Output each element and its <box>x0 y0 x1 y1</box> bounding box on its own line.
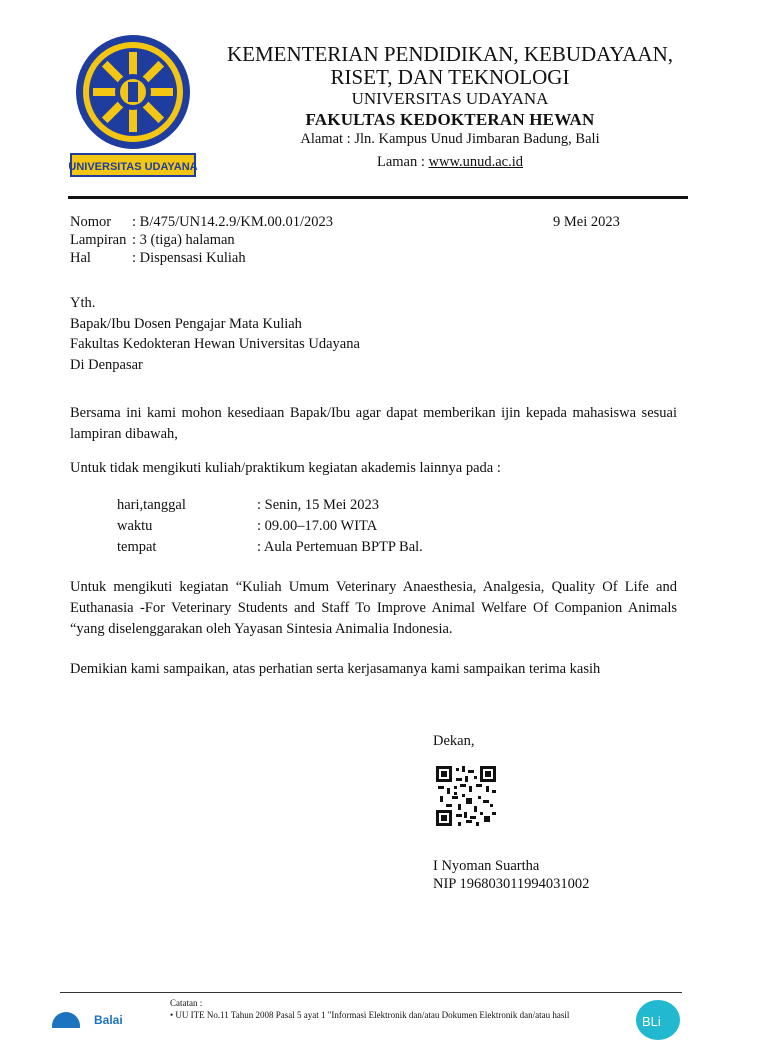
detail-value: : 09.00–17.00 WITA <box>257 518 378 534</box>
body-paragraph-1: Bersama ini kami mohon kesediaan Bapak/Ibu agar dapat memberikan ijin kepada mahasiswa sesuai lampiran dibawah, <box>70 405 677 442</box>
hal-value: : Dispensasi Kuliah <box>132 250 246 266</box>
logo-text: UNIVERSITAS UDAYANA <box>68 161 198 173</box>
nomor-row <box>70 213 333 231</box>
recipient-line1: Bapak/Ibu Dosen Pengajar Mata Kuliah <box>70 316 302 332</box>
detail-label: tempat <box>117 539 157 555</box>
hal-label: Hal <box>70 250 91 266</box>
bsre-logo <box>50 1004 170 1028</box>
nomor-value: : B/475/UN14.2.9/KM.00.01/2023 <box>132 214 333 230</box>
nomor-label: Nomor <box>70 214 112 230</box>
detail-label: hari,tanggal <box>117 497 186 513</box>
signature-title: Dekan, <box>433 733 475 749</box>
lampiran-value: : 3 (tiga) halaman <box>132 232 235 248</box>
hal-row <box>70 249 246 267</box>
body-paragraph-3: Untuk mengikuti kegiatan “Kuliah Umum Veterinary Anaesthesia, Analgesia, Quality Of Life and Euthanasia -For Veterinary Students and Staff To Improve Animal Welfare Of Companion Animals “yang diselenggarakan oleh Yayasan Sintesia Animalia Indonesia. <box>70 579 677 637</box>
letterhead-divider <box>68 196 688 199</box>
detail-row <box>117 538 423 556</box>
detail-value: : Aula Pertemuan BPTP Bal. <box>257 539 423 555</box>
footer-note: • UU ITE No.11 Tahun 2008 Pasal 5 ayat 1 "Informasi Elektronik dan/atau Dokumen Elektronik dan/atau hasil <box>170 1010 570 1020</box>
footer-divider <box>60 992 682 993</box>
letterhead-university: UNIVERSITAS UDAYANA <box>351 89 549 108</box>
letter-date: 9 Mei 2023 <box>553 214 620 230</box>
body-paragraph-4: Demikian kami sampaikan, atas perhatian serta kerjasamanya kami sampaikan terima kasih <box>70 661 601 677</box>
bsre-badge-text: BLi <box>642 1014 661 1029</box>
letterhead-ministry-line2: RISET, DAN TEKNOLOGI <box>330 65 570 89</box>
letterhead-faculty: FAKULTAS KEDOKTERAN HEWAN <box>305 110 595 129</box>
lampiran-row <box>70 231 235 249</box>
qr-code <box>436 766 496 826</box>
detail-row <box>117 496 379 514</box>
recipient-line3: Di Denpasar <box>70 357 143 373</box>
letterhead-website <box>200 154 700 171</box>
detail-label: waktu <box>117 518 153 534</box>
letterhead-address: Alamat : Jln. Kampus Unud Jimbaran Badung, Bali <box>300 131 600 147</box>
website-label: Laman : <box>376 154 429 170</box>
signatory-nip: NIP 196803011994031002 <box>433 876 590 892</box>
detail-value: : Senin, 15 Mei 2023 <box>257 497 380 513</box>
body-paragraph-2: Untuk tidak mengikuti kuliah/praktikum kegiatan akademis lainnya pada : <box>70 460 501 476</box>
website-link[interactable]: www.unud.ac.id <box>428 154 524 170</box>
lampiran-label: Lampiran <box>70 232 127 248</box>
letterhead-ministry-line1: KEMENTERIAN PENDIDIKAN, KEBUDAYAAN, <box>226 42 674 66</box>
bsre-logo-text: Balai <box>94 1013 123 1027</box>
recipient-line2: Fakultas Kedokteran Hewan Universitas Udayana <box>70 336 360 352</box>
signatory-name: I Nyoman Suartha <box>433 858 540 874</box>
university-logo <box>68 34 198 180</box>
recipient-yth: Yth. <box>70 295 96 311</box>
footer-catatan: Catatan : <box>170 998 203 1008</box>
bsre-badge-icon <box>636 1000 680 1040</box>
detail-row <box>117 517 377 535</box>
